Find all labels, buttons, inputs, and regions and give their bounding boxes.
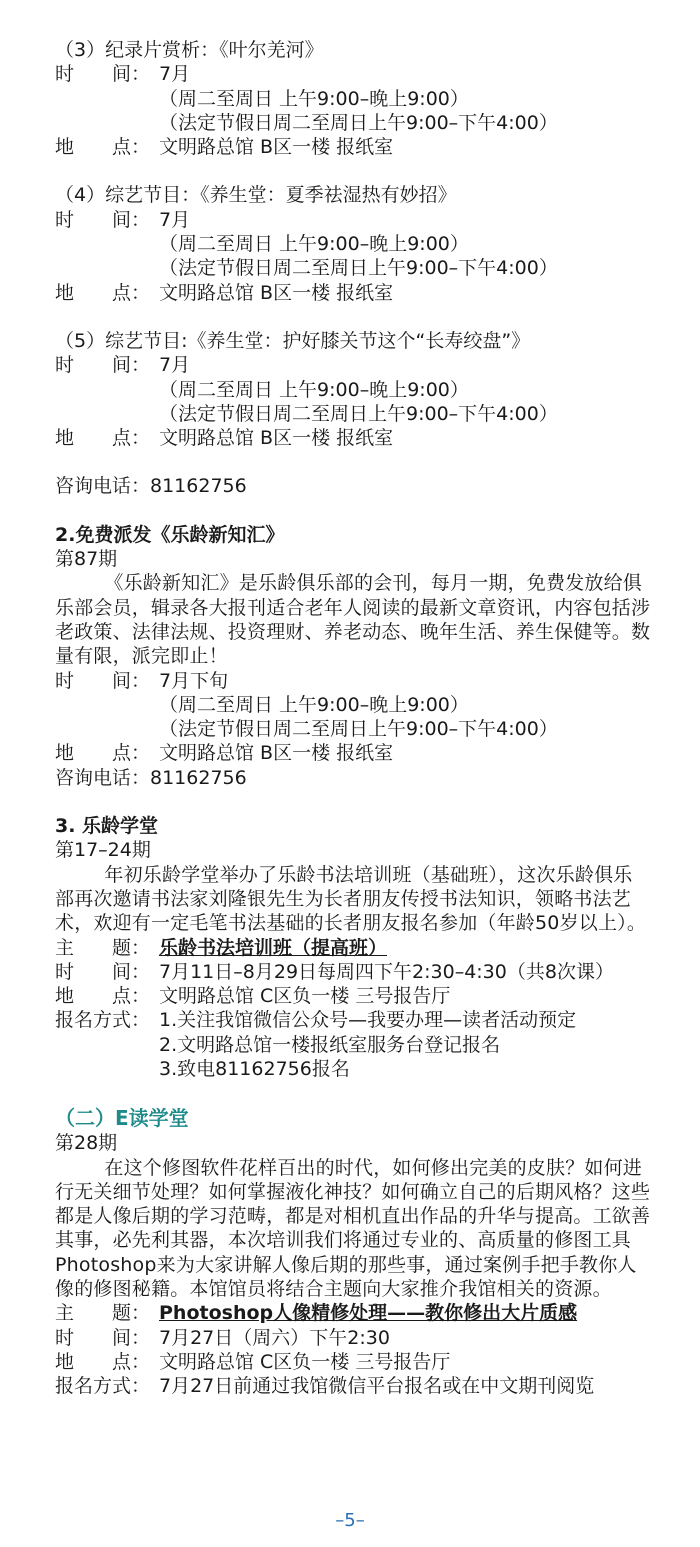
item4-time-row <box>55 208 648 232</box>
section2-issue: 第87期 <box>55 548 118 571</box>
section2-hours2: （法定节假日周二至周日上午9:00–下午4:00） <box>159 718 558 741</box>
time-value: 7月 <box>159 208 191 231</box>
place-label: 地 点： <box>55 281 151 304</box>
time-value: 7月11日–8月29日每周四下午2:30–4:30（共8次课） <box>159 960 614 983</box>
section2-time-row <box>55 669 648 693</box>
time-label: 时 间： <box>55 1326 151 1349</box>
place-label: 地 点： <box>55 136 151 159</box>
time-value: 7月 <box>159 63 191 86</box>
item5-place-row <box>55 426 648 450</box>
section2-place-row <box>55 741 648 765</box>
e-reading-issue: 第28期 <box>55 1132 118 1155</box>
section2-contact: 咨询电话：81162756 <box>55 766 247 789</box>
time-label: 时 间： <box>55 63 151 86</box>
section3-time-row <box>55 960 648 984</box>
e-reading-description: 在这个修图软件花样百出的时代，如何修出完美的皮肤？如何进行无关细节处理？如何掌握液化神技？如何确立自己的后期风格？这些都是人像后期的学习范畴，都是对相机直出作品的升华与提高。工欲善其事，必先利其器，本次培训我们将通过专业的、高质量的修图工具Photoshop来为大家讲解人像后期的那些事，通过案例手把手教你人像的修图秘籍。本馆馆员将结合主题向大家推介我馆相关的资源。 <box>55 1156 651 1301</box>
place-label: 地 点： <box>55 742 151 765</box>
time-value: 7月下旬 <box>159 669 229 692</box>
item5-time-row <box>55 353 648 377</box>
item5-title: （5）综艺节目:《养生堂：护好膝关节这个“长寿绞盘”》 <box>55 329 531 352</box>
time-label: 时 间： <box>55 208 151 231</box>
place-value: 文明路总馆 C区负一楼 三号报告厅 <box>159 985 451 1008</box>
place-label: 地 点： <box>55 427 151 450</box>
section3-issue: 第17–24期 <box>55 839 151 862</box>
time-value: 7月 <box>159 354 191 377</box>
place-value: 文明路总馆 B区一楼 报纸室 <box>159 281 394 304</box>
e-reading-heading: （二）E读学堂 <box>55 1106 189 1131</box>
time-label: 时 间： <box>55 354 151 377</box>
item3-title: （3）纪录片赏析：《叶尔羌河》 <box>55 39 324 61</box>
item4-hours1: （周二至周日 上午9:00–晚上9:00） <box>159 233 469 256</box>
contact-phone: 咨询电话：81162756 <box>55 475 247 498</box>
item3-hours1: （周二至周日 上午9:00–晚上9:00） <box>159 87 469 110</box>
item4-hours2: （法定节假日周二至周日上午9:00–下午4:00） <box>159 257 558 280</box>
time-value: 7月27日（周六）下午2:30 <box>159 1326 390 1349</box>
item4-title: （4）综艺节目：《养生堂：夏季祛湿热有妙招》 <box>55 184 457 207</box>
item3-hours2: （法定节假日周二至周日上午9:00–下午4:00） <box>159 111 558 134</box>
place-value: 文明路总馆 B区一楼 报纸室 <box>159 742 394 765</box>
section2-description: 《乐龄新知汇》是乐龄俱乐部的会刊，每月一期，免费发放给俱乐部会员，辑录各大报刊适合老年人阅读的最新文章资讯，内容包括涉老政策、法律法规、投资理财、养老动态、晚年生活、养生保健等。数量有限，派完即止！ <box>55 572 651 668</box>
signup-label: 报名方式： <box>55 1375 151 1398</box>
page-number: –5– <box>335 1510 365 1531</box>
section3-signup-row <box>55 1008 648 1032</box>
item3-place-row <box>55 135 648 159</box>
place-label: 地 点： <box>55 985 151 1008</box>
item4-place-row <box>55 281 648 305</box>
section3-signup-2: 2.文明路总馆一楼报纸室服务台登记报名 <box>159 1033 501 1056</box>
item5-hours2: （法定节假日周二至周日上午9:00–下午4:00） <box>159 402 558 425</box>
signup-value-1: 1.关注我馆微信公众号—我要办理—读者活动预定 <box>159 1009 577 1032</box>
theme-label: 主 题： <box>55 936 151 959</box>
section3-place-row <box>55 984 648 1008</box>
signup-label: 报名方式： <box>55 1009 151 1032</box>
section3-description: 年初乐龄学堂举办了乐龄书法培训班（基础班），这次乐龄俱乐部再次邀请书法家刘隆银先生为长者朋友传授书法知识，领略书法艺术，欢迎有一定毛笔书法基础的长者朋友报名参加（年龄50岁以上）。 <box>55 863 647 935</box>
place-label: 地 点： <box>55 1350 151 1373</box>
e-reading-signup-row <box>55 1374 648 1398</box>
section3-theme-row <box>55 936 648 960</box>
time-label: 时 间： <box>55 669 151 692</box>
theme-value: 乐龄书法培训班（提高班） <box>159 936 388 959</box>
signup-value: 7月27日前通过我馆微信平台报名或在中文期刊阅览 <box>159 1375 595 1398</box>
section2-heading: 2.免费派发《乐龄新知汇》 <box>55 523 285 546</box>
theme-value: Photoshop人像精修处理——教你修出大片质感 <box>159 1302 578 1325</box>
theme-label: 主 题： <box>55 1302 151 1325</box>
e-reading-place-row <box>55 1350 648 1374</box>
item5-hours1: （周二至周日 上午9:00–晚上9:00） <box>159 378 469 401</box>
e-reading-theme-row <box>55 1301 648 1325</box>
e-reading-time-row <box>55 1326 648 1350</box>
place-value: 文明路总馆 B区一楼 报纸室 <box>159 427 394 450</box>
item3-time-row <box>55 62 648 86</box>
time-label: 时 间： <box>55 960 151 983</box>
section2-hours1: （周二至周日 上午9:00–晚上9:00） <box>159 693 469 716</box>
section3-signup-3: 3.致电81162756报名 <box>159 1057 350 1080</box>
place-value: 文明路总馆 B区一楼 报纸室 <box>159 136 394 159</box>
section3-heading: 3. 乐龄学堂 <box>55 815 159 838</box>
place-value: 文明路总馆 C区负一楼 三号报告厅 <box>159 1350 451 1373</box>
